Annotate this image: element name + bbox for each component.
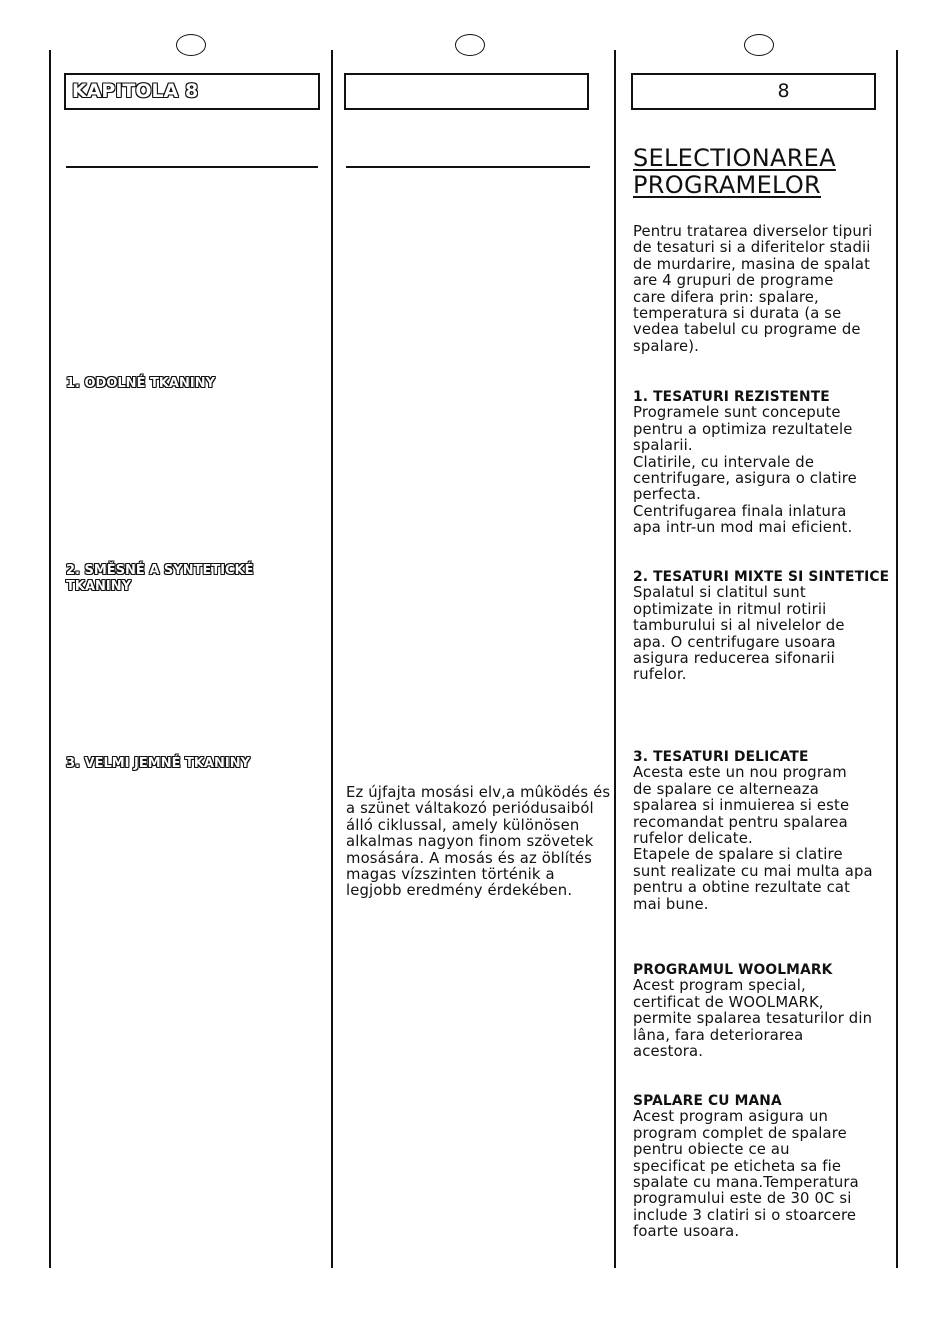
section-heading-cz-1: 1. ODOLNÉ TKANINY: [66, 376, 215, 391]
chapter-label-cz: KAPITOLA 8: [72, 80, 199, 102]
column-divider-right: [896, 50, 898, 1268]
section-text-ro-3: Acesta este un nou program de spalare ce alterneaza spalarea si inmuierea si este recomandat pentru spalarea rufelor delicate. Etapele de spalare si clatire sunt realizate cu mai multa apa pentru a obtine rezultate cat mai bune.: [633, 764, 873, 913]
section-ro-2: [633, 569, 895, 684]
section-text-ro-handwash: Acest program asigura un program complet de spalare pentru obiecte ce au specificat pe eticheta sa fie spalate cu mana.Temperatura programului este de 30 0C si include 3 clatiri si o stoarcere foarte usoara.: [633, 1108, 859, 1241]
section-text-ro-2: Spalatul si clatitul sunt optimizate in ritmul rotirii tamburului si al nivelelor de apa. O centrifugare usoara asigura reducerea sifonarii rufelor.: [633, 584, 845, 684]
section-ro-3: [633, 749, 895, 913]
column-divider-middle-right: [614, 50, 616, 1268]
section-text-ro-woolmark: Acest program special, certificat de WOOLMARK, permite spalarea tesaturilor din lâna, fara deteriorarea acestora.: [633, 977, 873, 1061]
column-divider-left: [49, 50, 51, 1268]
title-rule-hu: [346, 166, 590, 168]
section-heading-ro-1: 1. TESATURI REZISTENTE: [633, 389, 830, 405]
section-heading-cz-3: 3. VELMI JEMNÉ TKANINY: [66, 756, 250, 771]
chapter-header-box-hu: [344, 73, 589, 110]
language-badge-oval-cz: [176, 34, 206, 56]
section-heading-ro-3: 3. TESATURI DELICATE: [633, 749, 809, 765]
language-badge-oval-hu: [455, 34, 485, 56]
column-divider-middle-left: [331, 50, 333, 1268]
section-ro-handwash: [633, 1093, 895, 1241]
section-heading-cz-2: 2. SMĚSNÉ A SYNTETICKÉ TKANINY: [66, 563, 254, 594]
language-badge-oval-ro: [744, 34, 774, 56]
section-heading-ro-2: 2. TESATURI MIXTE SI SINTETICE: [633, 569, 890, 585]
chapter-number-ro: 8: [777, 80, 790, 102]
section-heading-ro-handwash: SPALARE CU MANA: [633, 1093, 782, 1109]
section-heading-ro-woolmark: PROGRAMUL WOOLMARK: [633, 962, 833, 978]
intro-paragraph-ro: Pentru tratarea diverselor tipuri de tesaturi si a diferitelor stadii de murdarire, masina de spalat are 4 grupuri de programe care difera prin: spalare, temperatura si durata (a se vedea tabelul cu programe de spalare).: [633, 223, 873, 355]
section-text-ro-1: Programele sunt concepute pentru a optimiza rezultatele spalarii. Clatirile, cu intervale de centrifugare, asigura o clatire perfecta. Centrifugarea finala inlatura apa intr-un mod mai eficient.: [633, 404, 857, 537]
section-ro-1: [633, 389, 895, 537]
chapter-header-box-ro: [631, 73, 876, 110]
paragraph-hu: Ez újfajta mosási elv,a mûködés és a szünet váltakozó periódusaiból álló ciklussal, amely különösen alkalmas nagyon finom szövetek mosására. A mosás és az öblítés magas vízszinten történik a legjobb eredmény érdekében.: [346, 784, 611, 900]
chapter-header-box-cz: [64, 73, 320, 110]
title-rule-cz: [66, 166, 318, 168]
section-ro-woolmark: [633, 962, 895, 1060]
page-title-ro: SELECTIONAREA PROGRAMELOR: [633, 144, 836, 199]
